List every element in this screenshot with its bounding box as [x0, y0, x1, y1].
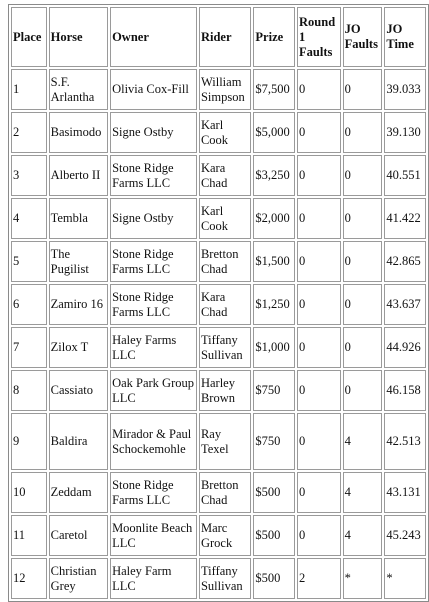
table-row [11, 370, 426, 411]
cell-owner: Moonlite Beach LLC [110, 515, 197, 556]
cell-horse: Baldira [49, 413, 108, 470]
cell-place: 10 [11, 472, 47, 513]
table-row [11, 413, 426, 470]
table-row [11, 327, 426, 368]
cell-place: 12 [11, 558, 47, 599]
cell-jo-faults: 4 [343, 472, 383, 513]
cell-round1-faults: 0 [297, 515, 341, 556]
cell-jo-faults: 0 [343, 198, 383, 239]
cell-round1-faults: 0 [297, 155, 341, 196]
cell-rider: Bretton Chad [199, 472, 251, 513]
cell-round1-faults: 0 [297, 472, 341, 513]
cell-jo-time: 42.865 [384, 241, 426, 282]
cell-place: 7 [11, 327, 47, 368]
cell-round1-faults: 2 [297, 558, 341, 599]
cell-owner: Stone Ridge Farms LLC [110, 241, 197, 282]
cell-rider: Karl Cook [199, 112, 251, 153]
cell-rider: Ray Texel [199, 413, 251, 470]
cell-jo-time: 40.551 [384, 155, 426, 196]
cell-round1-faults: 0 [297, 370, 341, 411]
cell-place: 6 [11, 284, 47, 325]
cell-owner: Signe Ostby [110, 198, 197, 239]
cell-jo-faults: 4 [343, 413, 383, 470]
cell-owner: Olivia Cox-Fill [110, 69, 197, 110]
cell-place: 11 [11, 515, 47, 556]
cell-rider: William Simpson [199, 69, 251, 110]
cell-horse: Tembla [49, 198, 108, 239]
cell-place: 2 [11, 112, 47, 153]
cell-rider: Marc Grock [199, 515, 251, 556]
cell-owner: Stone Ridge Farms LLC [110, 284, 197, 325]
table-row [11, 472, 426, 513]
cell-jo-time: 41.422 [384, 198, 426, 239]
cell-horse: Christian Grey [49, 558, 108, 599]
cell-jo-faults: 0 [343, 284, 383, 325]
cell-rider: Harley Brown [199, 370, 251, 411]
cell-horse: Zeddam [49, 472, 108, 513]
cell-round1-faults: 0 [297, 112, 341, 153]
cell-round1-faults: 0 [297, 69, 341, 110]
header-row [11, 7, 426, 67]
cell-jo-time: 39.130 [384, 112, 426, 153]
cell-jo-faults: 0 [343, 327, 383, 368]
table-row [11, 198, 426, 239]
cell-prize: $500 [253, 515, 295, 556]
cell-place: 3 [11, 155, 47, 196]
table-row [11, 69, 426, 110]
cell-jo-time: 44.926 [384, 327, 426, 368]
cell-prize: $1,250 [253, 284, 295, 325]
cell-rider: Bretton Chad [199, 241, 251, 282]
cell-place: 9 [11, 413, 47, 470]
cell-jo-faults: 4 [343, 515, 383, 556]
cell-horse: Zilox T [49, 327, 108, 368]
cell-rider: Tiffany Sullivan [199, 327, 251, 368]
cell-horse: The Pugilist [49, 241, 108, 282]
cell-jo-faults: 0 [343, 155, 383, 196]
header-owner: Owner [110, 7, 197, 67]
table-row [11, 284, 426, 325]
header-horse: Horse [49, 7, 108, 67]
cell-round1-faults: 0 [297, 413, 341, 470]
cell-jo-time: 46.158 [384, 370, 426, 411]
cell-jo-time: * [384, 558, 426, 599]
table-row [11, 558, 426, 599]
cell-owner: Signe Ostby [110, 112, 197, 153]
cell-horse: Zamiro 16 [49, 284, 108, 325]
cell-jo-faults: * [343, 558, 383, 599]
cell-round1-faults: 0 [297, 327, 341, 368]
cell-prize: $1,500 [253, 241, 295, 282]
cell-jo-faults: 0 [343, 69, 383, 110]
cell-owner: Stone Ridge Farms LLC [110, 155, 197, 196]
cell-owner: Oak Park Group LLC [110, 370, 197, 411]
cell-rider: Karl Cook [199, 198, 251, 239]
cell-prize: $2,000 [253, 198, 295, 239]
cell-jo-time: 45.243 [384, 515, 426, 556]
cell-round1-faults: 0 [297, 241, 341, 282]
cell-rider: Tiffany Sullivan [199, 558, 251, 599]
cell-round1-faults: 0 [297, 284, 341, 325]
table-row [11, 112, 426, 153]
cell-prize: $7,500 [253, 69, 295, 110]
results-table [8, 4, 429, 602]
cell-jo-time: 43.637 [384, 284, 426, 325]
header-rider: Rider [199, 7, 251, 67]
cell-horse: Cassiato [49, 370, 108, 411]
cell-prize: $500 [253, 472, 295, 513]
cell-jo-faults: 0 [343, 112, 383, 153]
cell-jo-time: 43.131 [384, 472, 426, 513]
cell-jo-faults: 0 [343, 370, 383, 411]
cell-round1-faults: 0 [297, 198, 341, 239]
cell-prize: $3,250 [253, 155, 295, 196]
cell-owner: Mirador & Paul Schockemohle [110, 413, 197, 470]
cell-horse: Alberto II [49, 155, 108, 196]
cell-place: 1 [11, 69, 47, 110]
cell-horse: S.F. Arlantha [49, 69, 108, 110]
cell-place: 8 [11, 370, 47, 411]
cell-place: 5 [11, 241, 47, 282]
header-place: Place [11, 7, 47, 67]
cell-owner: Haley Farm LLC [110, 558, 197, 599]
table-row [11, 515, 426, 556]
cell-prize: $5,000 [253, 112, 295, 153]
cell-horse: Basimodo [49, 112, 108, 153]
table-row [11, 155, 426, 196]
cell-prize: $1,000 [253, 327, 295, 368]
cell-jo-faults: 0 [343, 241, 383, 282]
cell-prize: $750 [253, 413, 295, 470]
cell-prize: $500 [253, 558, 295, 599]
table-row [11, 241, 426, 282]
cell-place: 4 [11, 198, 47, 239]
cell-prize: $750 [253, 370, 295, 411]
cell-rider: Kara Chad [199, 284, 251, 325]
cell-horse: Caretol [49, 515, 108, 556]
cell-rider: Kara Chad [199, 155, 251, 196]
cell-owner: Haley Farms LLC [110, 327, 197, 368]
cell-owner: Stone Ridge Farms LLC [110, 472, 197, 513]
cell-jo-time: 39.033 [384, 69, 426, 110]
header-jo-time: JO Time [384, 7, 426, 67]
header-round1-faults: Round 1 Faults [297, 7, 341, 67]
header-jo-faults: JO Faults [343, 7, 383, 67]
cell-jo-time: 42.513 [384, 413, 426, 470]
header-prize: Prize [253, 7, 295, 67]
